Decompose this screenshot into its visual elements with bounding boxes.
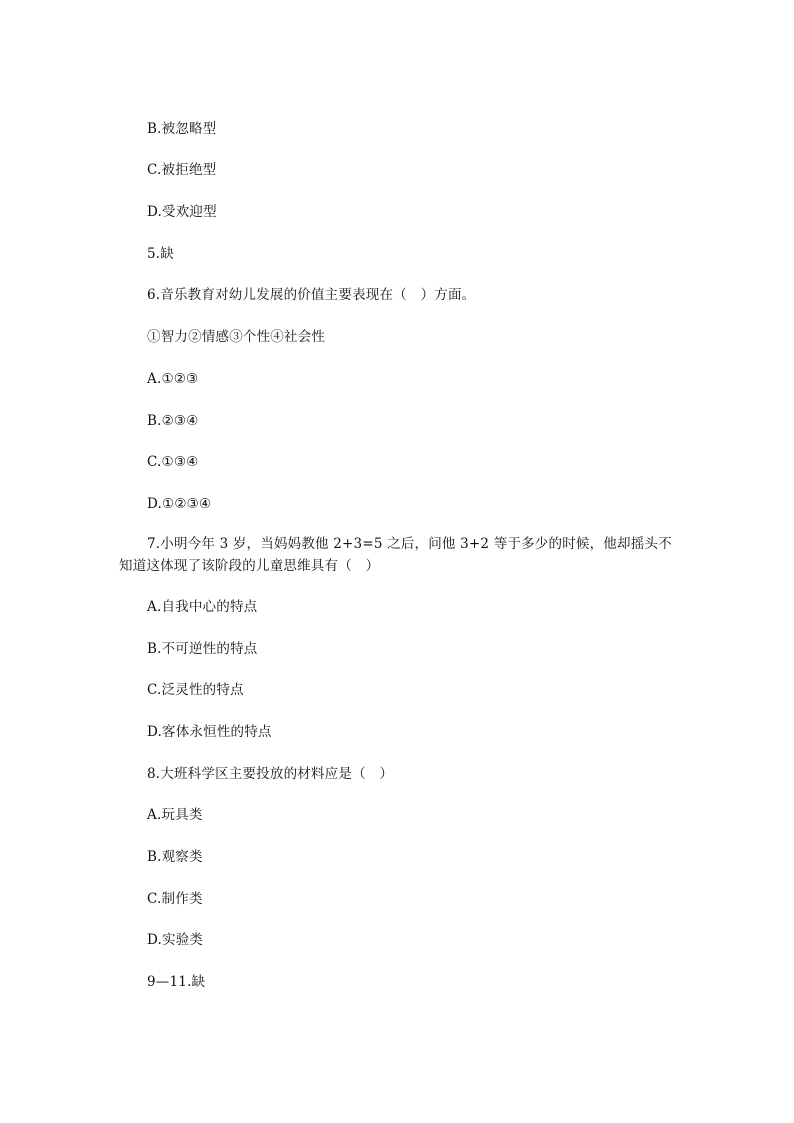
q7-option-c: C.泛灵性的特点 [147,682,244,698]
q6-option-b: B.②③④ [147,413,199,429]
q6-option-d: D.①②③④ [147,496,212,512]
q7-option-a: A.自我中心的特点 [147,599,258,615]
option-d-popular: D.受欢迎型 [147,204,217,220]
question-9-11: 9—11.缺 [147,974,206,990]
option-b-ignored: B.被忽略型 [147,121,217,137]
q7-option-d: D.客体永恒性的特点 [147,724,272,740]
q6-option-c: C.①③④ [147,454,199,470]
question-6: 6.音乐教育对幼儿发展的价值主要表现在（ ）方面。 [147,287,476,303]
question-8: 8.大班科学区主要投放的材料应是（ ） [147,766,394,782]
q8-option-b: B.观察类 [147,849,203,865]
option-c-rejected: C.被拒绝型 [147,162,217,178]
question-6-items: ①智力②情感③个性④社会性 [147,329,326,345]
question-7: 7.小明今年 3 岁，当妈妈教他 2+3=5 之后，问他 3+2 等于多少的时候，他却摇头不知道这体现了该阶段的儿童思维具有（ ） [119,536,672,574]
q8-option-d: D.实验类 [147,932,204,948]
q6-option-a: A.①②③ [147,371,199,387]
question-5: 5.缺 [147,246,174,262]
q8-option-c: C.制作类 [147,891,203,907]
q7-option-b: B.不可逆性的特点 [147,641,258,657]
q8-option-a: A.玩具类 [147,807,203,823]
